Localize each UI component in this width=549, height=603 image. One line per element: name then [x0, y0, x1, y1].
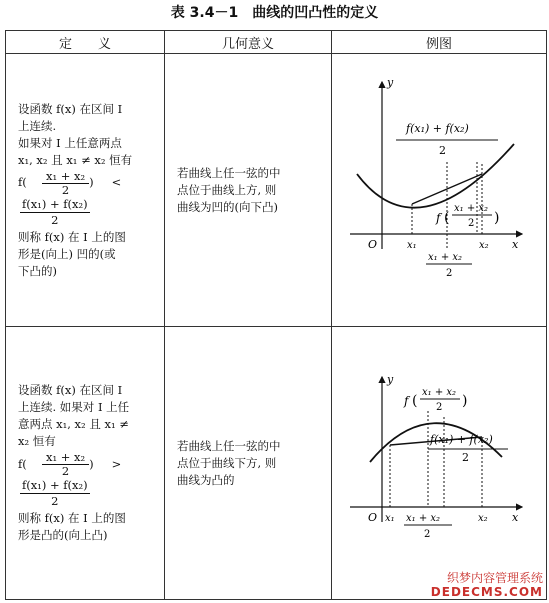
top-label-paren-close: ) — [462, 393, 468, 409]
geo-line: 曲线为凸的 — [177, 472, 235, 487]
geo-line: 点位于曲线下方, 则 — [177, 455, 277, 470]
ineq-denominator: 2 — [61, 464, 70, 478]
def-line: 形是凸的(向上凸) — [18, 528, 108, 542]
table-caption — [0, 2, 549, 22]
rhs-denominator: 2 — [51, 212, 59, 227]
def-line: x₁, x₂ 且 x₁ ≠ x₂ 恒有 — [18, 152, 133, 167]
top-label-numerator: x₁ + x₂ — [422, 387, 457, 398]
definition-cell-convex — [6, 327, 165, 600]
ineq-numerator: x₁ + x₂ — [42, 450, 89, 465]
header-geometric-meaning: 几何意义 — [165, 31, 332, 54]
ineq-f: f( — [18, 456, 27, 471]
watermark-name: 织梦内容管理系统 — [446, 571, 543, 585]
definition-cell-concave — [6, 54, 165, 327]
concave-curve — [357, 144, 514, 208]
inequality — [18, 450, 158, 478]
bottom-label-numerator: x₁ + x₂ — [428, 252, 463, 263]
rhs-numerator: f(x₁) + f(x₂) — [22, 196, 88, 211]
def-line: 下凸的) — [18, 263, 57, 278]
x2-label: x₂ — [478, 513, 488, 524]
origin-label: O — [368, 238, 378, 251]
mid-label-paren-close: ) — [494, 210, 500, 226]
mid-label-denominator: 2 — [462, 451, 469, 464]
x2-label: x₂ — [479, 240, 489, 251]
ineq-close: ) — [89, 456, 94, 471]
figure-cell-concave — [332, 54, 547, 327]
y-axis-label: y — [387, 373, 394, 386]
mid-label-paren-open: ( — [444, 210, 450, 226]
figure-cell-convex — [332, 327, 547, 600]
def-line: 如果对 I 上任意两点 — [18, 135, 122, 150]
geometric-cell-concave — [165, 54, 332, 327]
rhs-numerator: f(x₁) + f(x₂) — [22, 478, 88, 492]
geometric-cell-convex — [165, 327, 332, 600]
rhs-fraction — [20, 478, 90, 509]
rhs-denominator: 2 — [51, 494, 59, 508]
geo-line: 点位于曲线上方, 则 — [177, 182, 277, 197]
origin-label: O — [368, 511, 378, 524]
header-row — [6, 31, 547, 54]
top-label-paren-open: ( — [412, 393, 418, 409]
mid-label-f: f — [436, 211, 441, 225]
mid-label-numerator: x₁ + x₂ — [454, 203, 489, 214]
x1-label: x₁ — [385, 513, 395, 524]
inequality — [18, 169, 158, 197]
top-label-denominator: 2 — [439, 144, 446, 157]
x-axis-label: x — [512, 511, 519, 524]
header-definition: 定 义 — [6, 31, 165, 54]
header-example-figure: 例图 — [332, 31, 547, 54]
x1-label: x₁ — [407, 240, 417, 251]
geo-line: 若曲线上任一弦的中 — [177, 438, 281, 453]
x-axis-label: x — [512, 238, 519, 251]
geo-line: 若曲线上任一弦的中 — [177, 165, 281, 180]
bottom-label-numerator: x₁ + x₂ — [406, 513, 441, 524]
caption-number: 表 3.4－1 — [170, 5, 239, 21]
def-line: 则称 f(x) 在 I 上的图 — [18, 511, 126, 525]
def-line: 上连续. 如果对 I 上任 — [18, 400, 130, 414]
y-axis-label: y — [387, 76, 394, 89]
rhs-fraction — [20, 197, 90, 228]
ineq-f: f( — [18, 175, 27, 189]
table-row-concave — [6, 54, 547, 327]
def-line: 上连续. — [18, 118, 57, 133]
bottom-label-denominator: 2 — [446, 268, 453, 279]
ineq-fraction — [42, 169, 89, 197]
watermark — [431, 571, 543, 599]
mid-label-denominator: 2 — [468, 218, 475, 229]
geo-line: 曲线为凹的(向下凸) — [177, 199, 278, 214]
def-line: 意两点 x₁, x₂ 且 x₁ ≠ — [18, 417, 129, 431]
mid-label-numerator: f(x₁) + f(x₂) — [430, 433, 493, 446]
ineq-denominator: 2 — [61, 182, 70, 197]
top-label-denominator: 2 — [436, 402, 443, 413]
definition-table — [5, 30, 547, 600]
convex-figure — [332, 327, 546, 595]
bottom-label-denominator: 2 — [424, 529, 431, 540]
def-line: 设函数 f(x) 在区间 I — [18, 101, 123, 116]
table-row-convex — [6, 327, 547, 600]
caption-title: 曲线的凹凸性的定义 — [252, 5, 379, 21]
ineq-relation: < — [111, 175, 122, 189]
top-label-f: f — [404, 394, 409, 408]
top-label-numerator: f(x₁) + f(x₂) — [406, 122, 469, 135]
concave-figure — [332, 54, 546, 322]
ineq-fraction — [42, 450, 89, 478]
ineq-relation: > — [111, 456, 122, 471]
ineq-close: ) — [89, 175, 94, 189]
def-line: x₂ 恒有 — [18, 434, 56, 448]
def-line: 设函数 f(x) 在区间 I — [18, 383, 123, 397]
watermark-site: DEDECMS.COM — [430, 585, 543, 599]
def-line: 则称 f(x) 在 I 上的图 — [18, 229, 126, 244]
def-line: 形是(向上) 凹的(或 — [18, 246, 116, 261]
ineq-numerator: x₁ + x₂ — [42, 169, 89, 184]
